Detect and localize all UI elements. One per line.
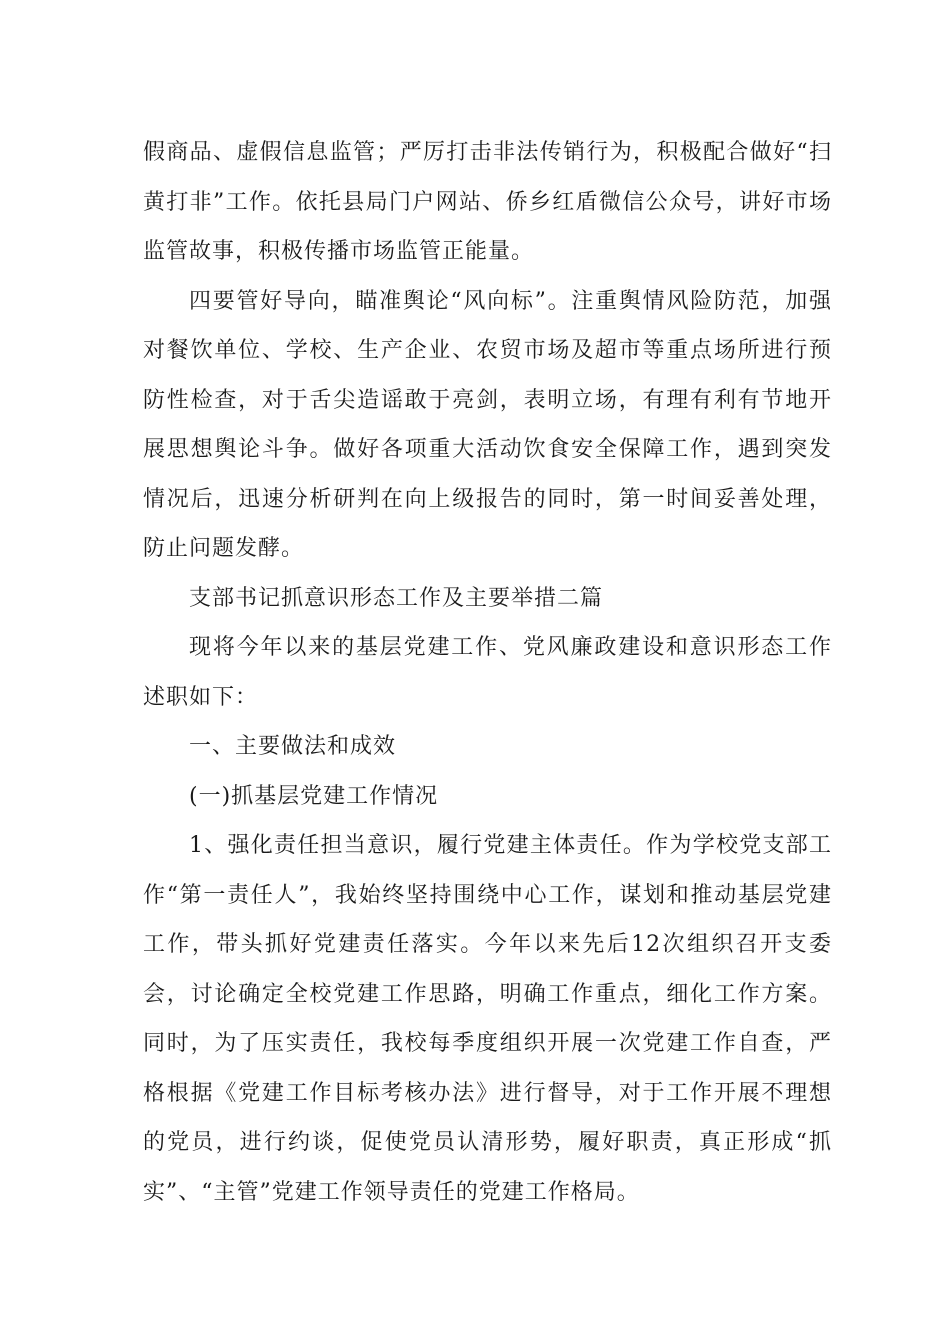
paragraph-guidance: 四要管好导向，瞄准舆论“风向标”。注重舆情风险防范，加强对餐饮单位、学校、生产企业、农贸市场及超市等重点场所进行预防性检查，对于舌尖造谣敢于亮剑，表明立场，有理有利有节地开展思想舆论斗争。做好各项重大活动饮食安全保障工作，遇到突发情况后，迅速分析研判在向上级报告的同时，第一时间妥善处理，防止问题发酵。	[143, 288, 832, 561]
paragraph-continuation: 假商品、虚假信息监管；严厉打击非法传销行为，积极配合做好“扫黄打非”工作。依托县局门户网站、侨乡红盾微信公众号，讲好市场监管故事，积极传播市场监管正能量。	[143, 140, 832, 264]
paragraph-intro: 现将今年以来的基层党建工作、党风廉政建设和意识形态工作述职如下：	[143, 635, 832, 710]
heading-level-2: (一)抓基层党建工作情况	[189, 783, 439, 809]
paragraph-responsibility: 1、强化责任担当意识，履行党建主体责任。作为学校党支部工作“第一责任人”，我始终坚持围绕中心工作，谋划和推动基层党建工作，带头抓好党建责任落实。今年以来先后12次组织召开支委会，讨论确定全校党建工作思路，明确工作重点，细化工作方案。同时，为了压实责任，我校每季度组织开展一次党建工作自查，严格根据《党建工作目标考核办法》进行督导，对于工作开展不理想的党员，进行约谈，促使党员认清形势，履好职责，真正形成“抓实”、“主管”党建工作领导责任的党建工作格局。	[143, 833, 832, 1205]
heading-level-1: 一、主要做法和成效	[189, 734, 397, 759]
section-title: 支部书记抓意识形态工作及主要举措二篇	[189, 585, 604, 611]
